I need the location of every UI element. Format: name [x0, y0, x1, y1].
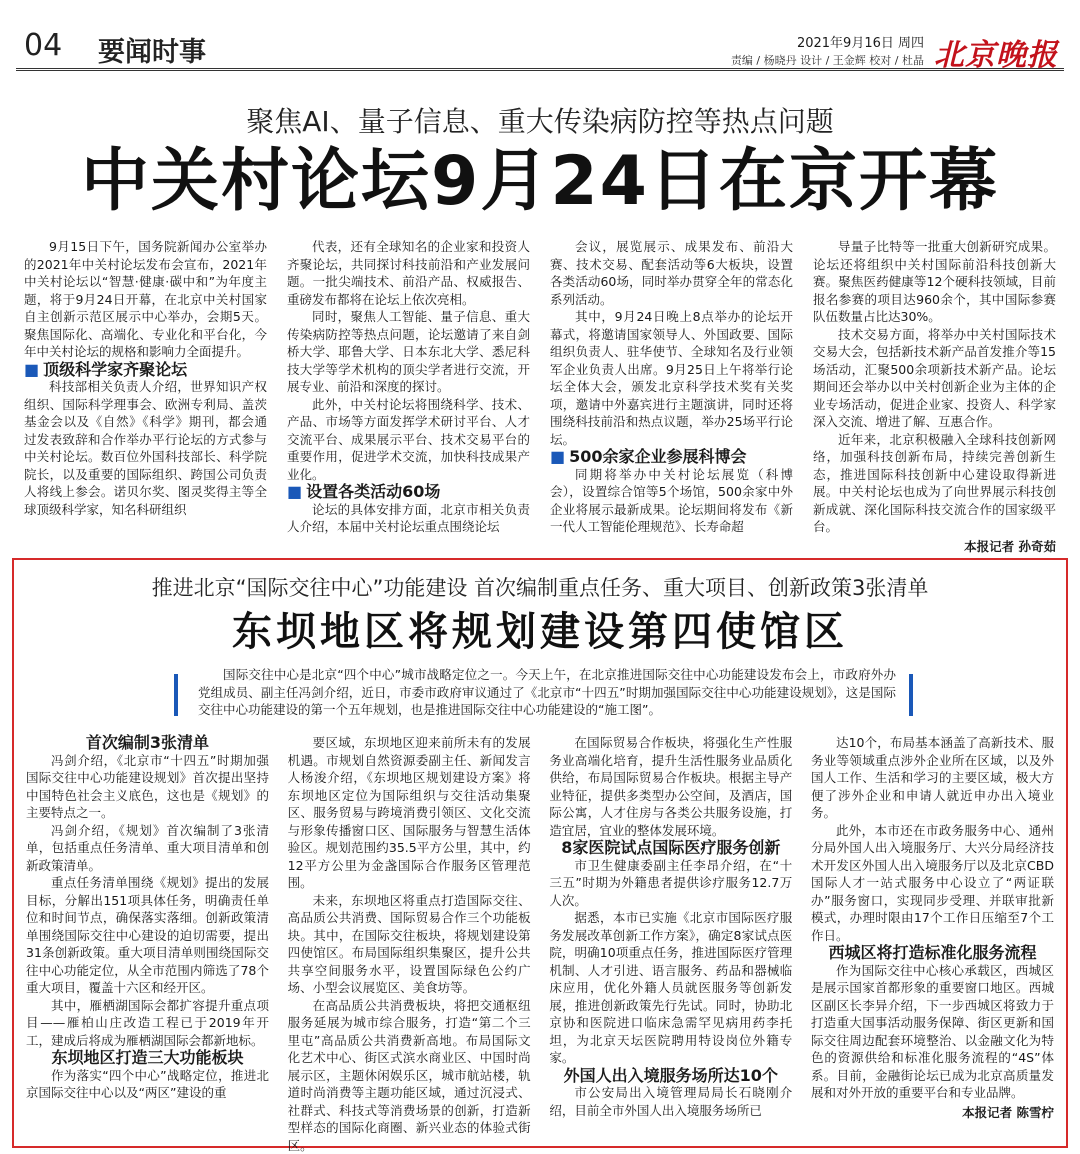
subheading: 外国人出入境服务场所达10个 [549, 1067, 792, 1085]
text-column [287, 238, 530, 544]
article1-kicker: 聚焦AI、量子信息、重大传染病防控等热点问题 [0, 100, 1080, 140]
text-column [811, 734, 1054, 1138]
article1-headline: 中关村论坛9月24日在京开幕 [0, 140, 1080, 224]
newspaper-logo: 北京晚报 [934, 30, 1058, 74]
square-bullet-icon: ■ [287, 482, 302, 501]
section-title: 要闻时事 [98, 30, 206, 69]
subheading [24, 361, 267, 379]
paragraph: 会议，展览展示、成果发布、前沿大赛、技术交易、配套活动等6大板块，设置各类活动60场，同时举办贯穿全年的常态化系列活动。 [550, 238, 793, 308]
article1-columns [24, 238, 1056, 544]
paragraph: 此外，本市还在市政务服务中心、通州分局外国人出入境服务厅、大兴分局经济技术开发区外国人出入境服务厅以及北京CBD国际人才一站式服务中心设立了“两证联办”服务窗口，实现同步受理、并联审批新模式，办理时限由17个工作日压缩至7个工作日。 [811, 822, 1054, 945]
paragraph: 作为国际交往中心核心承载区，西城区是展示国家首都形象的重要窗口地区。西城区副区长李异介绍，下一步西城区将致力于打造重大国事活动服务保障、街区更新和国际交往周边配套环境整治、以金融文化为特色的资源供给和标准化服务流程的“4S”体系。目前，金融街论坛已成为北京高质量发展和对外开放的重要平台和专业品牌。 [811, 962, 1054, 1102]
subheading-text: 设置各类活动60场 [306, 482, 440, 501]
text-column [288, 734, 531, 1138]
article2-columns [26, 734, 1054, 1138]
paragraph: 据悉，本市已实施《北京市国际医疗服务发展改革创新工作方案》，确定8家试点医院，明确10项重点任务，推进国际医疗管理机制、人才引进、语言服务、药品和器械临床应用，优化外籍人员就医服务等创新发展，推进创新政策先行先试。同时，协助北京协和医院进口临床急需罕见病用药李托坦，为北京天坛医院聘用特设岗位外籍专家。 [549, 909, 792, 1067]
masthead [16, 22, 1064, 71]
subheading-text: 顶级科学家齐聚论坛 [43, 360, 187, 379]
subheading: 东坝地区打造三大功能板块 [26, 1049, 269, 1067]
paragraph: 同期将举办中关村论坛展览（科博会），设置综合馆等5个场馆，500余家中外企业将展示最新成果。论坛期间将发布《新一代人工智能伦理规范》、长寿命超 [550, 466, 793, 536]
text-column [24, 238, 267, 544]
paragraph: 导量子比特等一批重大创新研究成果。论坛还将组织中关村国际前沿科技创新大赛。聚焦医药健康等12个硬科技领域，目前报名参赛的项目达960余个，其中国际参赛队伍数量占比达30%。 [813, 238, 1056, 326]
text-column [813, 238, 1056, 544]
paragraph: 在高品质公共消费板块，将把交通枢纽服务延展为城市综合服务，打造“第二个三里屯”高品质公共消费新高地。布局国际文化艺术中心、街区式滨水商业区、中国时尚展示区，主题休闲娱乐区，城市航站楼，轨道时尚消费等主题功能区域，通过沉浸式、社群式、科技式等消费场景的创新，打造新型样态的国际化商圈、新兴业态的体验式街区。 [288, 997, 531, 1154]
paragraph: 重点任务清单围绕《规划》提出的发展目标，分解出151项具体任务，明确责任单位和时间节点，确保落实落细。创新政策清单围绕国际交往中心建设的迫切需要，提出31条创新政策。重大项目清单则围绕国际交往中心功能定位，从全市范围内筛选了78个重大项目，覆盖十六区和经开区。 [26, 874, 269, 997]
text-column [26, 734, 269, 1138]
subheading: 西城区将打造标准化服务流程 [811, 944, 1054, 962]
paragraph: 科技部相关负责人介绍，世界知识产权组织、国际科学理事会、欧洲专利局、盖茨基金会以及《自然》《科学》期刊，都会通过发表致辞和合作举办平行论坛的方式参与中关村论坛。数百位外国科技部长、科学院院长，以及重要的国际组织、跨国公司负责人将线上参会。诺贝尔奖、图灵奖得主等全球顶级科学家，知名科研组织 [24, 378, 267, 518]
paragraph: 此外，中关村论坛将围绕科学、技术、产品、市场等方面发挥学术研讨平台、人才交流平台、成果展示平台、技术交易平台的重要作用，促进学术交流，加快科技成果产业化。 [287, 396, 530, 484]
subheading [550, 448, 793, 466]
paragraph: 9月15日下午，国务院新闻办公室举办的2021年中关村论坛发布会宣布，2021年中关村论坛以“智慧·健康·碳中和”为年度主题，将于9月24日开幕，在北京中关村国家自主创新示范区展示中心举办，会期5天。聚焦国际化、高端化、专业化和平台化，今年中关村论坛的规格和影响力全面提升。 [24, 238, 267, 361]
subheading: 8家医院试点国际医疗服务创新 [549, 839, 792, 857]
paragraph: 市公安局出入境管理局局长石晓刚介绍，目前全市外国人出入境服务场所已 [549, 1084, 792, 1119]
paragraph: 在国际贸易合作板块，将强化生产性服务业高端化培育，提升生活性服务业品质化供给，布局国际贸易合作板块。根据主导产业特征，提供多类型办公空间，及酒店，国际公寓，人才住房与各类公共服务设施，打造宜居，宜业的整体发展环境。 [549, 734, 792, 839]
subheading [287, 483, 530, 501]
square-bullet-icon: ■ [550, 447, 565, 466]
paragraph: 冯剑介绍，《规划》首次编制了3张清单，包括重点任务清单、重大项目清单和创新政策清单。 [26, 822, 269, 875]
page-number: 04 [24, 28, 62, 63]
lead-bar-right [909, 674, 913, 716]
paragraph: 要区域，东坝地区迎来前所未有的发展机遇。市规划自然资源委副主任、新闻发言人杨浚介绍，《东坝地区规划建设方案》将东坝地区定位为国际组织与交往活动集聚区、服务贸易与跨境消费引领区、文化交流与形象传播窗口区、国际服务与智慧生活体验区。规划范围约35.5平方公里，其中，约12平方公里为金盏国际合作服务区管理范围。 [288, 734, 531, 892]
paragraph: 其中，9月24日晚上8点举办的论坛开幕式，将邀请国家领导人、外国政要、国际组织负责人、驻华使节、全球知名及行业领军企业负责人出席。9月25日上午将举行论坛全体大会，颁发北京科学技术奖有关奖项，邀请中外嘉宾进行主题演讲，同时还将围绕科技前沿和热点议题，举办25场平行论坛。 [550, 308, 793, 448]
byline: 本报记者 陈雪柠 [811, 1104, 1054, 1122]
paragraph: 达10个，布局基本涵盖了高新技术、服务业等领域重点涉外企业所在区域，以及外国人工作、生活和学习的主要区域，极大方便了涉外企业和申请人就近申办出入境业务。 [811, 734, 1054, 822]
subheading-text: 500余家企业参展科博会 [569, 447, 746, 466]
paragraph: 论坛的具体安排方面，北京市相关负责人介绍，本届中关村论坛重点围绕论坛 [287, 501, 530, 536]
article2-lead-text: 国际交往中心是北京“四个中心”城市战略定位之一。今天上午，在北京推进国际交往中心功能建设发布会上，市政府外办党组成员、副主任冯剑介绍，近日，市委市政府审议通过了《北京市“十四五”时期加强国际交往中心功能建设规划》，这是国际交往中心功能建设的第一个五年规划，也是推进国际交往中心功能建设的“施工图”。 [198, 666, 896, 719]
editor-credits: 责编 / 杨晓丹 设计 / 王金辉 校对 / 杜晶 [731, 52, 924, 68]
paragraph: 技术交易方面，将举办中关村国际技术交易大会，包括新技术新产品首发推介等15场活动，汇聚500余项新技术新产品。论坛期间还会举办以中关村创新企业为主体的企业专场活动，促进企业家、投资人、科学家深入交流、增进了解、互惠合作。 [813, 326, 1056, 431]
paragraph: 其中，雁栖湖国际会都扩容提升重点项目——雁柏山庄改造工程已于2019年开工，建成后将成为雁栖湖国际会都新地标。 [26, 997, 269, 1050]
article2-headline: 东坝地区将规划建设第四使馆区 [14, 600, 1066, 657]
text-column [549, 734, 792, 1138]
square-bullet-icon: ■ [24, 360, 39, 379]
text-column [550, 238, 793, 544]
issue-date: 2021年9月16日 周四 [797, 32, 924, 51]
article2-lead [174, 666, 914, 719]
article2-kicker: 推进北京“国际交往中心”功能建设 首次编制重点任务、重大项目、创新政策3张清单 [14, 572, 1066, 602]
paragraph: 作为落实“四个中心”战略定位，推进北京国际交往中心以及“两区”建设的重 [26, 1067, 269, 1102]
paragraph: 市卫生健康委副主任李昂介绍，在“十三五”时期为外籍患者提供诊疗服务12.7万人次。 [549, 857, 792, 910]
paragraph: 近年来，北京积极融入全球科技创新网络，加强科技创新布局，持续完善创新生态，推进国际科技创新中心建设取得新进展。中关村论坛也成为了向世界展示科技创新成就、深化国际科技交流合作的国家级平台。 [813, 431, 1056, 536]
byline: 本报记者 孙奇茹 [813, 538, 1056, 556]
paragraph: 同时，聚焦人工智能、量子信息、重大传染病防控等热点问题，论坛邀请了来自剑桥大学、耶鲁大学、日本东北大学、悉尼科技大学等学术机构的顶尖学者进行交流，开展专业、前沿和深度的探讨。 [287, 308, 530, 396]
article2-box [12, 558, 1068, 1148]
paragraph: 冯剑介绍，《北京市“十四五”时期加强国际交往中心功能建设规划》首次提出坚持中国特色社会主义底色，这也是《规划》的主要特点之一。 [26, 752, 269, 822]
paragraph: 代表，还有全球知名的企业家和投资人齐聚论坛，共同探讨科技前沿和产业发展问题。一批尖端技术、前沿产品、权威报告、重磅发布都将在论坛上依次亮相。 [287, 238, 530, 308]
subheading: 首次编制3张清单 [26, 734, 269, 752]
paragraph: 未来，东坝地区将重点打造国际交往、高品质公共消费、国际贸易合作三个功能板块。其中，在国际交往板块，将规划建设第四使馆区。布局国际组织集聚区，提升公共共享空间服务水平，设置国际绿色公约广场、小型会议展览区、美食坊等。 [288, 892, 531, 997]
